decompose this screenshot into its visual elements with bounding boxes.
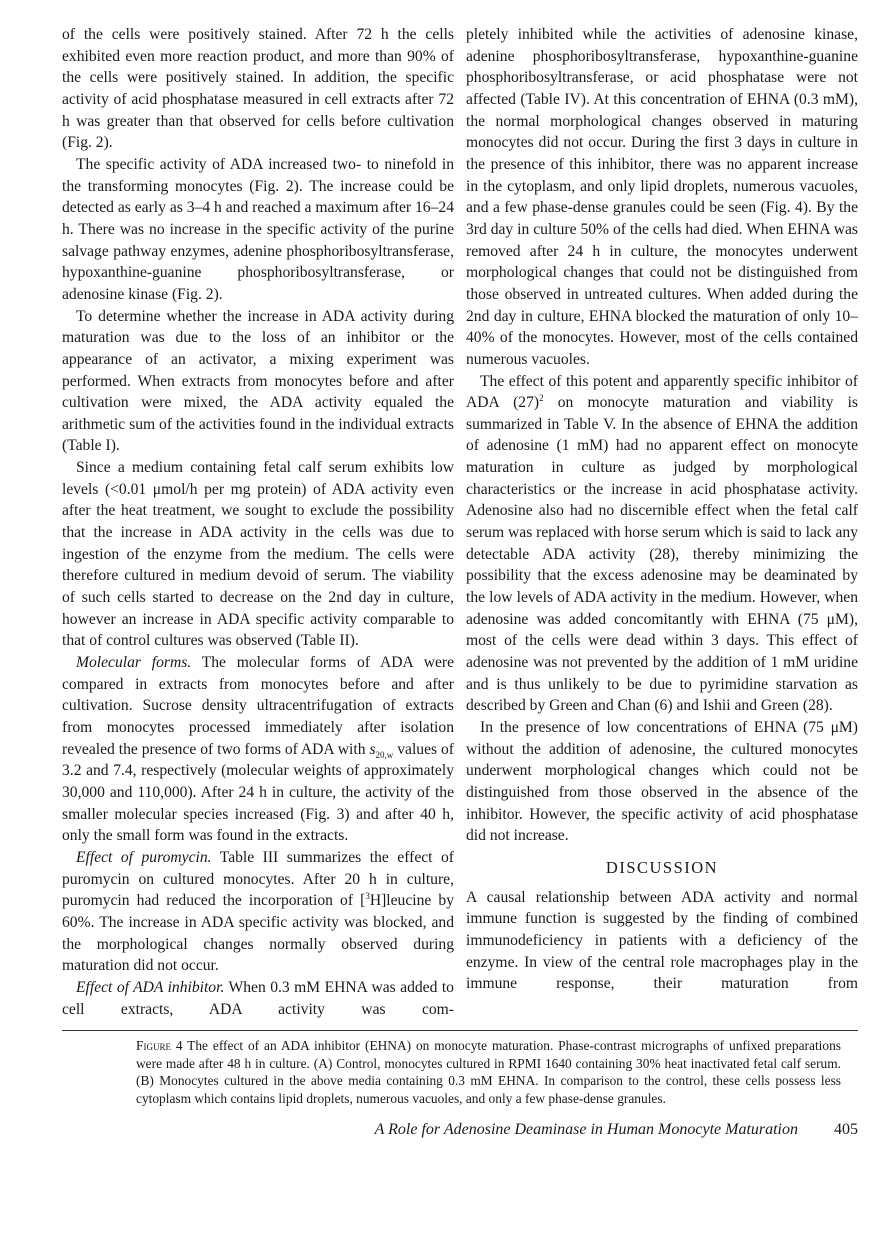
figure-caption bbox=[136, 1037, 841, 1107]
text: Table III summarizes the effect of puromycin on cultured monocytes. After 20 h in culture, puromycin had reduced the incorporation of [ bbox=[62, 848, 454, 910]
paragraph: In the presence of low concentrations of EHNA (75 μM) without the addition of adenosine, the cultured monocytes underwent morphological changes which could not be distinguished from those observed in the absence of the inhibitor. However, the specific activity of acid phosphatase did not increase. bbox=[466, 719, 858, 845]
paragraph-puromycin bbox=[62, 847, 454, 977]
text: When 0.3 mM EHNA was added to cell extracts, ADA activity was com- bbox=[62, 978, 454, 1018]
subscript: 20,w bbox=[375, 749, 394, 760]
running-title: A Role for Adenosine Deaminase in Human Monocyte Maturation bbox=[374, 1120, 798, 1138]
run-in-heading: Molecular forms. bbox=[76, 654, 192, 672]
superscript: 3 bbox=[365, 891, 370, 902]
paragraph: The specific activity of ADA increased two- to ninefold in the transforming monocytes (Fig. 2). The increase could be detected as early as 3–4 h and reached a maximum after 16–24 h. There was no increase in the specific activity of the purine salvage pathway enzymes, adenine phosphoribosyltransferase, hypoxanthine-guanine phosphoribosyltransferase, or adenosine kinase (Fig. 2). bbox=[62, 155, 454, 303]
right-column bbox=[466, 24, 858, 995]
figure-label: Figure 4 bbox=[136, 1038, 183, 1054]
text: on monocyte maturation and viability is summarized in Table V. In the absence of EHNA the addition of adenosine (1 mM) had no apparent effect on monocyte maturation in culture as judged by morphological characteristics or the increase in acid phosphatase activity. Adenosine also had no discernible effect when the fetal calf serum was replaced with horse serum which is said to lack any detectable ADA activity (28), thereby minimizing the possibility that the excess adenosine may be deaminated by the low levels of ADA activity in the medium. However, when adenosine was added concomitantly with EHNA (75 μM), most of the cells were dead within 3 days. This effect of adenosine was not prevented by the addition of 1 mM uridine and is thus unlikely to be due to pyrimidine starvation as described by Green and Chan (6) and Ishii and Green (28). bbox=[466, 394, 858, 715]
text: H]leucine by 60%. The increase in ADA specific activity was blocked, and the morphological changes normally observed during maturation did not occur. bbox=[62, 892, 454, 975]
paragraph: pletely inhibited while the activities of adenosine kinase, adenine phosphoribosyltransferase, hypoxanthine-guanine phosphoribosyltransferase, or acid phosphatase were not affected (Table IV). At this concentration of EHNA (0.3 mM), the normal morphological changes observed in maturing monocytes did not occur. During the first 3 days in culture in the presence of this inhibitor, there was no apparent increase in the cytoplasm, and only lipid droplets, numerous vacuoles, and a few phase-dense granules could be seen (Fig. 4). By the 3rd day in culture 50% of the cells had died. When EHNA was removed after 24 h in culture, the monocytes underwent morphological changes that could not be distinguished from those observed in untreated cultures. When added during the 2nd day in culture, EHNA blocked the maturation of only 10–40% of the monocytes. However, most of the cells contained numerous vacuoles. bbox=[466, 26, 858, 368]
symbol: s bbox=[369, 740, 376, 758]
divider bbox=[62, 1030, 858, 1031]
paragraph: Since a medium containing fetal calf serum exhibits low levels (<0.01 μmol/h per mg protein) of ADA activity even after the heat treatment, we sought to exclude the possibility that the increase in ADA activity in the cells was due to ingestion of the enzyme from the medium. The cells were therefore cultured in medium devoid of serum. The viability of such cells started to decrease on the 2nd day in culture, however an increase in ADA specific activity comparable to that of control cultures was observed (Table II). bbox=[62, 459, 454, 650]
caption-text: The effect of an ADA inhibitor (EHNA) on monocyte maturation. Phase-contrast micrographs of unfixed preparations were made after 48 h in culture. (A) Control, monocytes cultured in RPMI 1640 containing 30% heat inactivated fetal calf serum. (B) Monocytes cultured in the above media containing 0.3 mM EHNA. In comparison to the control, these cells possess less cytoplasm which contains lipid droplets, numerous vacuoles, and only a few phase-dense granules. bbox=[136, 1038, 841, 1106]
run-in-heading: Effect of ADA inhibitor. bbox=[76, 978, 225, 996]
paragraph bbox=[466, 371, 858, 718]
run-in-heading: Effect of puromycin. bbox=[76, 848, 212, 866]
paragraph: of the cells were positively stained. After 72 h the cells exhibited even more reaction product, and more than 90% of the cells were positively stained. In addition, the specific activity of acid phosphatase measured in cell extracts after 72 h was greater than that observed for cells before cultivation (Fig. 2). bbox=[62, 26, 454, 152]
paragraph: A causal relationship between ADA activity and normal immune function is suggested by the finding of combined immunodeficiency in patients with a deficiency of the enzyme. In view of the central role macrophages play in the immune response, their maturation from bbox=[466, 888, 858, 993]
section-heading-discussion: DISCUSSION bbox=[605, 857, 719, 877]
page-number: 405 bbox=[834, 1120, 858, 1138]
paragraph: To determine whether the increase in ADA activity during maturation was due to the loss of an inhibitor or the appearance of an activator, a mixing experiment was performed. When extracts from monocytes before and after cultivation were mixed, the ADA activity equaled the arithmetic sum of the activities found in the individual extracts (Table I). bbox=[62, 307, 454, 455]
left-column bbox=[62, 24, 454, 1020]
text-columns bbox=[62, 24, 858, 1020]
footnote-marker: 2 bbox=[539, 392, 544, 403]
text: The effect of this potent and apparently specific inhibitor of ADA (27) bbox=[466, 372, 858, 412]
paragraph-molecular-forms bbox=[62, 652, 454, 847]
page-footer bbox=[62, 1120, 858, 1140]
text: The molecular forms of ADA were compared in extracts from monocytes before and after cultivation. Sucrose density ultracentrifugation of extracts from monocytes processed immediately after isolation revealed the presence of two forms of ADA with bbox=[62, 654, 454, 758]
text: values of 3.2 and 7.4, respectively (molecular weights of approximately 30,000 and 110,000). After 24 h in culture, the activity of the smaller molecular species increased (Fig. 3) and after 40 h, only the small form was found in the extracts. bbox=[62, 740, 454, 845]
paragraph-ada-inhibitor bbox=[62, 977, 454, 1020]
